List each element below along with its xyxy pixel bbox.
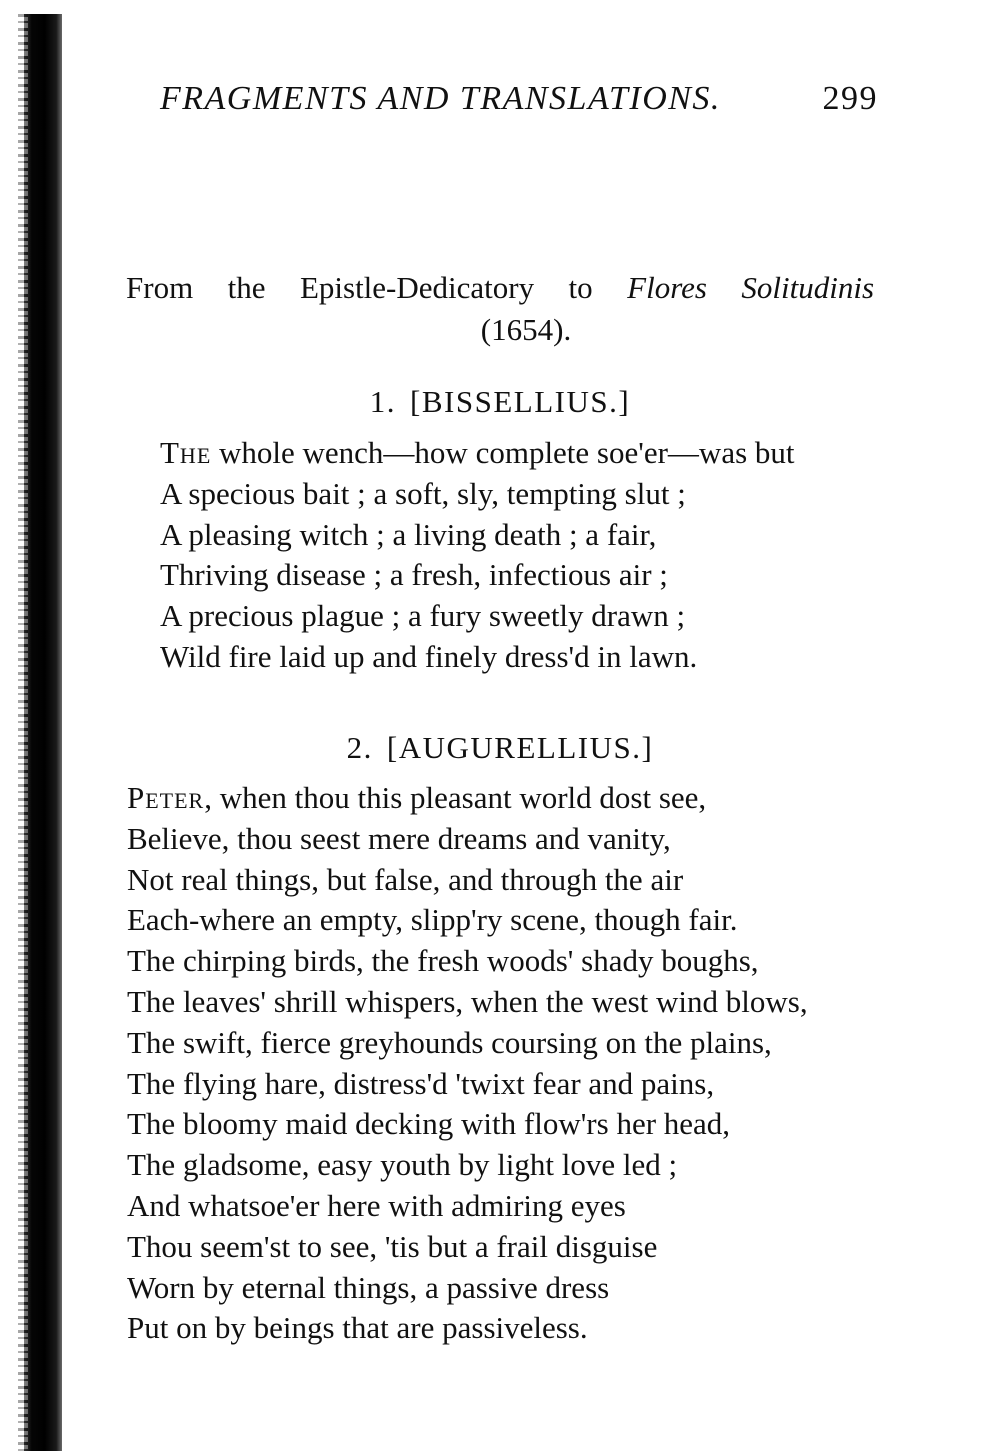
poem-line: The leaves' shrill whispers, when the west wind blows, (127, 983, 808, 1019)
book-spine-shadow (24, 14, 62, 1451)
source-title (126, 268, 874, 308)
poem-line: The swift, fierce greyhounds coursing on the plains, (127, 1024, 772, 1060)
section-heading (126, 384, 874, 420)
poem-line: A precious plague ; a fury sweetly drawn ; (160, 598, 686, 634)
poem-line: Wild fire laid up and finely dress'd in lawn. (160, 638, 698, 674)
poem-line: The gladsome, easy youth by light love led ; (127, 1147, 678, 1183)
section-title: [BISSELLIUS.] (410, 384, 631, 419)
poem-line: The bloomy maid decking with flow'rs her head, (127, 1106, 731, 1142)
poem-line: Each-where an empty, slipp'ry scene, though fair. (127, 902, 738, 938)
poem-first-word: Peter (127, 780, 205, 815)
poem-line: Thriving disease ; a fresh, infectious air ; (160, 557, 668, 593)
poem-line: Peter, when thou this pleasant world dost see, (127, 780, 707, 815)
poem-line: The whole wench—how complete soe'er—was but (160, 435, 795, 470)
poem-first-word: The (160, 435, 212, 470)
poem-line: The chirping birds, the fresh woods' shady boughs, (127, 943, 759, 979)
source-title-work: Flores Solitudinis (627, 270, 875, 305)
page-number: 299 (822, 80, 878, 117)
source-title-prefix: From the Epistle-Dedicatory to (126, 270, 593, 305)
section-number: 2. (346, 730, 373, 765)
source-year: (1654). (480, 312, 572, 347)
poem-line: Put on by beings that are passiveless. (127, 1310, 588, 1346)
poem-line: Believe, thou seest mere dreams and vanity, (127, 820, 671, 856)
poem-line: A pleasing witch ; a living death ; a fair, (160, 516, 657, 552)
poem-line: A specious bait ; a soft, sly, tempting slut ; (160, 475, 686, 511)
poem-line: And whatsoe'er here with admiring eyes (127, 1187, 626, 1223)
running-head-title: FRAGMENTS AND TRANSLATIONS. (160, 80, 721, 117)
poem-line: The flying hare, distress'd 'twixt fear and pains, (127, 1065, 715, 1101)
book-gutter-edge (18, 14, 28, 1451)
poem-line: Worn by eternal things, a passive dress (127, 1269, 610, 1305)
poem-bissellius (160, 433, 795, 678)
section-heading (126, 730, 874, 766)
running-head (160, 80, 880, 118)
section-number: 1. (369, 384, 397, 419)
poem-line: Thou seem'st to see, 'tis but a frail disguise (127, 1228, 658, 1264)
poem-augurellius (127, 778, 808, 1349)
poem-line: Not real things, but false, and through the air (127, 861, 684, 897)
section-title: [AUGURELLIUS.] (386, 730, 654, 765)
